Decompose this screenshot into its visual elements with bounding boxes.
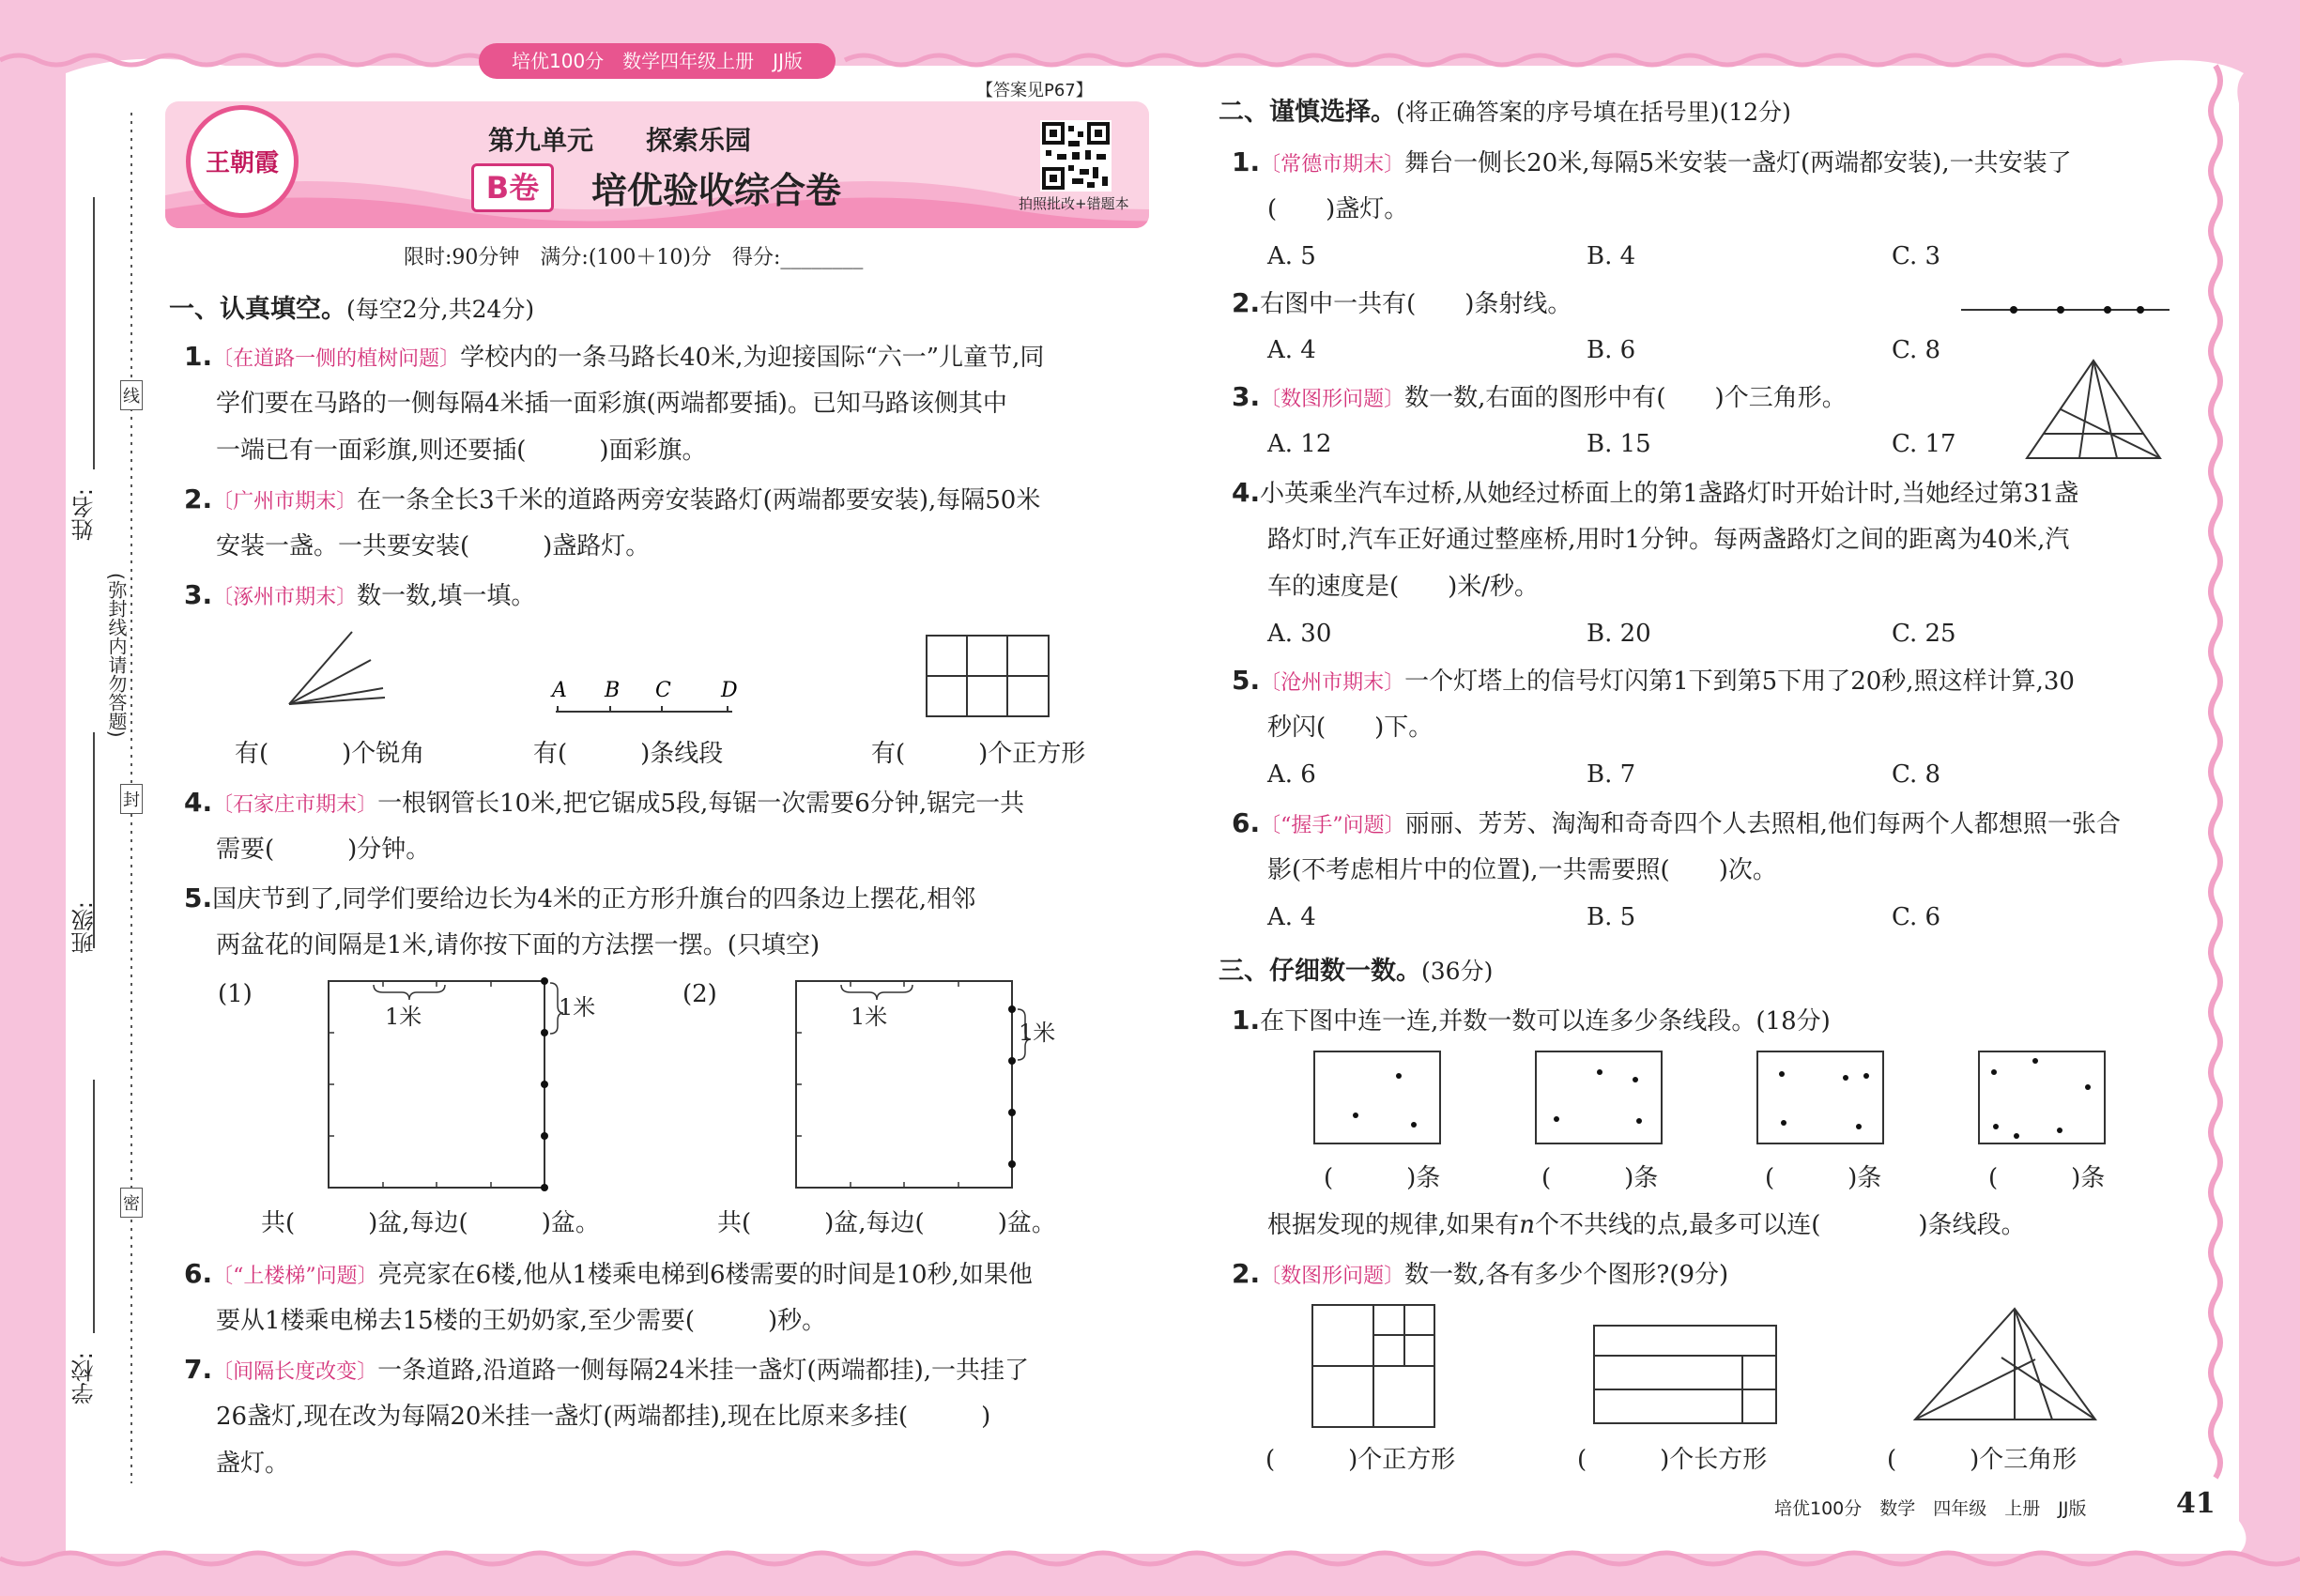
seal-mark-mi: 密 [120, 1188, 143, 1218]
q1-4: 4.〔石家庄市期末〕一根钢管长10米,把它锯成5段,每锯一次需要6分钟,锯完一共 [184, 787, 1025, 818]
q2-3-option-c[interactable]: C. 17 [1892, 430, 1956, 458]
q1-2-line2: 安装一盏。一共要安装( )盏路灯。 [216, 532, 651, 560]
q2-5-option-a[interactable]: A. 6 [1267, 760, 1316, 789]
point-a: A [552, 679, 567, 702]
points-box-4 [1534, 1050, 1665, 1147]
q2-4-line2: 路灯时,汽车正好通过整座桥,用时1分钟。每两盏路灯之间的距离为40米,汽 [1267, 526, 2070, 554]
q2-5-line2: 秒闪( )下。 [1267, 714, 1434, 742]
square-grid-figure [925, 634, 1051, 720]
point-d: D [721, 679, 738, 702]
q2-1-option-b[interactable]: B. 4 [1587, 242, 1636, 270]
q3-2-answer-squares[interactable]: ( )个正方形 [1265, 1446, 1456, 1474]
q2-3-option-b[interactable]: B. 15 [1587, 430, 1651, 458]
q2-2: 2.右图中一共有( )条射线。 [1232, 287, 1572, 318]
ray-figure [1957, 299, 2173, 321]
q1-5-interval-label-2a: 1米 [851, 1004, 888, 1030]
triangle-figure [2023, 357, 2164, 462]
q2-4-option-c[interactable]: C. 25 [1892, 620, 1956, 648]
q3-1-answer-4[interactable]: ( )条 [1988, 1164, 2106, 1192]
q2-6-line2: 影(不考虑相片中的位置),一共需要照( )次。 [1267, 856, 1777, 884]
q2-3-option-a[interactable]: A. 12 [1267, 430, 1332, 458]
paper-tag: B卷 [471, 163, 554, 212]
q2-5-option-c[interactable]: C. 8 [1892, 760, 1941, 789]
q2-2-option-b[interactable]: B. 6 [1587, 336, 1636, 364]
q1-2: 2.〔广州市期末〕在一条全长3千米的道路两旁安装路灯(两端都要安装),每隔50米 [184, 483, 1041, 514]
class-label: 班级: [71, 901, 98, 955]
q2-1-line2: ( )盏灯。 [1267, 195, 1409, 223]
section-2-heading: 二、谨慎选择。(将正确答案的序号填在括号里)(12分) [1219, 98, 1791, 127]
q2-1-option-a[interactable]: A. 5 [1267, 242, 1316, 270]
q3-2-answer-rectangles[interactable]: ( )个长方形 [1577, 1446, 1768, 1474]
seal-mark-xian: 线 [120, 380, 143, 410]
point-b: B [605, 679, 621, 702]
q1-5-answer-2[interactable]: 共( )盆,每边( )盆。 [717, 1209, 1056, 1237]
q2-4: 4.小英乘坐汽车过桥,从她经过桥面上的第1盏路灯时开始计时,当她经过第31盏 [1232, 477, 2079, 508]
q2-4-option-a[interactable]: A. 30 [1267, 620, 1332, 648]
section-1-heading: 一、认真填空。(每空2分,共24分) [169, 295, 535, 324]
q3-1-answer-2[interactable]: ( )条 [1541, 1164, 1659, 1192]
school-label: 学校: [71, 1352, 98, 1405]
q2-2-option-c[interactable]: C. 8 [1892, 336, 1941, 364]
q3-1-rule[interactable]: 根据发现的规律,如果有n个不共线的点,最多可以连( )条线段。 [1267, 1211, 2026, 1239]
q2-6-option-a[interactable]: A. 4 [1267, 903, 1316, 931]
seal-notice: (弥封线内请勿答题) [105, 573, 128, 738]
q1-6: 6.〔“上楼梯”问题〕亮亮家在6楼,他从1楼乘电梯到6楼需要的时间是10秒,如果他 [184, 1258, 1033, 1289]
exam-info: 限时:90分钟 满分:(100＋10)分 得分:________ [404, 246, 864, 269]
series-tab: 培优100分 数学四年级上册 JJ版 [479, 43, 836, 79]
q1-6-line2: 要从1楼乘电梯去15楼的王奶奶家,至少需要( )秒。 [216, 1307, 827, 1335]
q1-3-answer-b[interactable]: 有( )条线段 [533, 740, 724, 768]
q1-3-answer-c[interactable]: 有( )个正方形 [871, 740, 1086, 768]
q2-5: 5.〔沧州市期末〕一个灯塔上的信号灯闪第1下到第5下用了20秒,照这样计算,30 [1232, 665, 2075, 696]
q2-4-line3: 车的速度是( )米/秒。 [1267, 573, 1540, 601]
q3-1-answer-1[interactable]: ( )条 [1324, 1164, 1441, 1192]
q1-3: 3.〔涿州市期末〕数一数,填一填。 [184, 579, 536, 610]
flower-square-2 [787, 972, 1068, 1197]
q2-1-option-c[interactable]: C. 3 [1892, 242, 1941, 270]
q1-5-answer-1[interactable]: 共( )盆,每边( )盆。 [261, 1209, 600, 1237]
q1-7-line2: 26盏灯,现在改为每隔20米挂一盏灯(两端都挂),现在比原来多挂( ) [216, 1403, 991, 1431]
q2-5-option-b[interactable]: B. 7 [1587, 760, 1636, 789]
q2-6-option-b[interactable]: B. 5 [1587, 903, 1636, 931]
page-number: 41 [2176, 1487, 2216, 1520]
unit-title: 第九单元 探索乐园 [488, 125, 752, 156]
point-c: C [655, 679, 671, 702]
name-label: 姓名: [71, 488, 98, 542]
points-box-6 [1977, 1050, 2108, 1147]
q2-1: 1.〔常德市期末〕舞台一侧长20米,每隔5米安装一盏灯(两端都安装),一共安装了 [1232, 146, 2072, 177]
triangle-count-figure [1911, 1305, 2099, 1427]
paper-title: 培优验收综合卷 [591, 170, 842, 211]
square-count-figure [1311, 1303, 1438, 1431]
q3-2-answer-triangles[interactable]: ( )个三角形 [1887, 1446, 2078, 1474]
q1-7: 7.〔间隔长度改变〕一条道路,沿道路一侧每隔24米挂一盏灯(两端都挂),一共挂了 [184, 1354, 1030, 1385]
q3-1-answer-3[interactable]: ( )条 [1765, 1164, 1882, 1192]
q1-5-part1-label: (1) [218, 980, 253, 1008]
acute-angle-figure [282, 624, 394, 718]
q1-5-interval-label-1a: 1米 [385, 1004, 422, 1030]
q1-5-interval-label-1b: 1米 [559, 994, 596, 1021]
q1-5: 5.国庆节到了,同学们要给边长为4米的正方形升旗台的四条边上摆花,相邻 [184, 882, 976, 913]
q3-2: 2.〔数图形问题〕数一数,各有多少个图形?(9分) [1232, 1258, 1729, 1289]
q2-6-option-c[interactable]: C. 6 [1892, 903, 1941, 931]
qr-code-icon[interactable] [1040, 120, 1112, 192]
q1-7-line3: 盏灯。 [216, 1450, 290, 1478]
q1-4-line2: 需要( )分钟。 [216, 836, 431, 864]
segment-figure [544, 667, 751, 723]
q3-1: 1.在下图中连一连,并数一数可以连多少条线段。(18分) [1232, 1005, 1831, 1036]
rectangle-count-figure [1592, 1324, 1780, 1427]
q1-5-interval-label-2b: 1米 [1019, 1020, 1056, 1046]
q1-5-line2: 两盆花的间隔是1米,请你按下面的方法摆一摆。(只填空) [216, 931, 820, 959]
brand-logo: 王朝霞 [186, 105, 299, 218]
q1-1-line2: 学们要在马路的一侧每隔4米插一面彩旗(两端都要插)。已知马路该侧其中 [216, 390, 1007, 418]
q1-1-line3: 一端已有一面彩旗,则还要插( )面彩旗。 [216, 437, 707, 465]
q2-3: 3.〔数图形问题〕数一数,右面的图形中有( )个三角形。 [1232, 381, 1847, 412]
q2-2-option-a[interactable]: A. 4 [1267, 336, 1316, 364]
q2-4-option-b[interactable]: B. 20 [1587, 620, 1651, 648]
q1-1: 1.〔在道路一侧的植树问题〕学校内的一条马路长40米,为迎接国际“六一”儿童节,同 [184, 341, 1045, 372]
seal-mark-feng: 封 [120, 784, 143, 814]
points-box-3 [1312, 1050, 1444, 1147]
answer-reference: 【答案见P67】 [976, 81, 1093, 100]
points-box-5 [1756, 1050, 1887, 1147]
section-3-heading: 三、仔细数一数。(36分) [1219, 957, 1494, 986]
q1-3-answer-a[interactable]: 有( )个锐角 [235, 740, 425, 768]
q2-6: 6.〔“握手”问题〕丽丽、芳芳、淘淘和奇奇四个人去照相,他们每两个人都想照一张合 [1232, 807, 2121, 838]
footer-series: 培优100分 数学 四年级 上册 JJ版 [1774, 1498, 2087, 1519]
qr-caption: 拍照批改+错题本 [1019, 195, 1129, 212]
q1-5-part2-label: (2) [682, 980, 717, 1008]
